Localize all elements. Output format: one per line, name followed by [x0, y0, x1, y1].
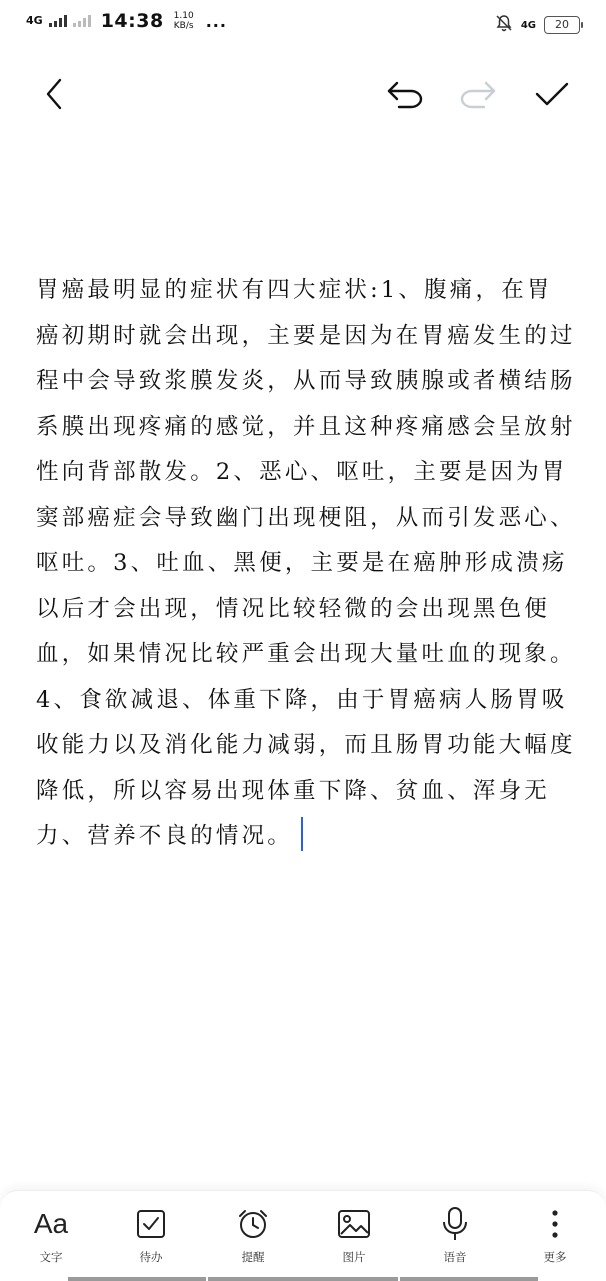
signal-strength-2-icon [73, 15, 91, 27]
image-label: 图片 [342, 1250, 366, 1264]
signal-strength-icon [49, 15, 67, 27]
image-icon [337, 1205, 371, 1243]
done-button[interactable] [528, 70, 576, 118]
more-notifications-icon: ... [205, 11, 227, 31]
battery-icon [544, 16, 580, 34]
alarm-clock-icon [236, 1205, 270, 1243]
more-vertical-icon [550, 1205, 560, 1243]
gesture-bar-left [68, 1277, 206, 1281]
battery-level: 20 [555, 18, 569, 31]
undo-button[interactable] [381, 70, 429, 118]
check-icon [533, 79, 571, 109]
more-label: 更多 [543, 1250, 567, 1264]
bottom-toolbar [0, 1190, 606, 1281]
more-button[interactable] [515, 1205, 595, 1265]
checkbox-icon [135, 1205, 167, 1243]
note-text: 胃癌最明显的症状有四大症状:1、腹痛，在胃癌初期时就会出现，主要是因为在胃癌发生的过程中会导致浆膜发炎，从而导致胰腺或者横结肠系膜出现疼痛的感觉，并且这种疼痛感会呈放射性向背部散发。2、恶心、呕吐，主要是因为胃窦部癌症会导致幽门出现梗阻，从而引发恶心、呕吐。3、吐血、黑便，主要是在癌肿形成溃疡以后才会出现，情况比较轻微的会出现黑色便血，如果情况比较严重会出现大量吐血的现象。4、食欲减退、体重下降，由于胃癌病人肠胃吸收能力以及消化能力减弱，而且肠胃功能大幅度降低，所以容易出现体重下降、贫血、浑身无力、营养不良的情况。 [36, 277, 576, 849]
status-right [495, 14, 580, 36]
redo-icon [458, 77, 498, 111]
network-type-left: 4G [26, 14, 43, 27]
text-format-icon: Aa [33, 1208, 69, 1239]
note-editor[interactable] [36, 268, 576, 860]
text-format-button[interactable] [11, 1205, 91, 1265]
microphone-icon [441, 1205, 469, 1243]
gesture-bar-center[interactable] [208, 1277, 398, 1281]
network-type-right: 4G [520, 19, 536, 31]
status-bar [0, 0, 606, 52]
do-not-disturb-icon [495, 14, 513, 36]
reminder-button[interactable] [213, 1205, 293, 1265]
network-speed-value: 1.10 [173, 11, 194, 21]
network-speed [174, 11, 194, 31]
undo-icon [385, 77, 425, 111]
image-button[interactable] [314, 1205, 394, 1265]
status-left [26, 10, 227, 32]
back-icon [40, 76, 68, 112]
gesture-bar-right [400, 1277, 538, 1281]
redo-button[interactable] [454, 70, 502, 118]
todo-button[interactable] [111, 1205, 191, 1265]
todo-label: 待办 [139, 1250, 163, 1264]
network-speed-unit: KB/s [173, 21, 194, 31]
voice-button[interactable] [415, 1205, 495, 1265]
text-format-label: 文字 [39, 1250, 63, 1264]
voice-label: 语音 [443, 1250, 467, 1264]
back-button[interactable] [30, 70, 78, 118]
editor-toolbar [0, 62, 606, 126]
reminder-label: 提醒 [241, 1250, 265, 1264]
clock: 14:38 [100, 10, 164, 32]
text-cursor [301, 817, 303, 851]
